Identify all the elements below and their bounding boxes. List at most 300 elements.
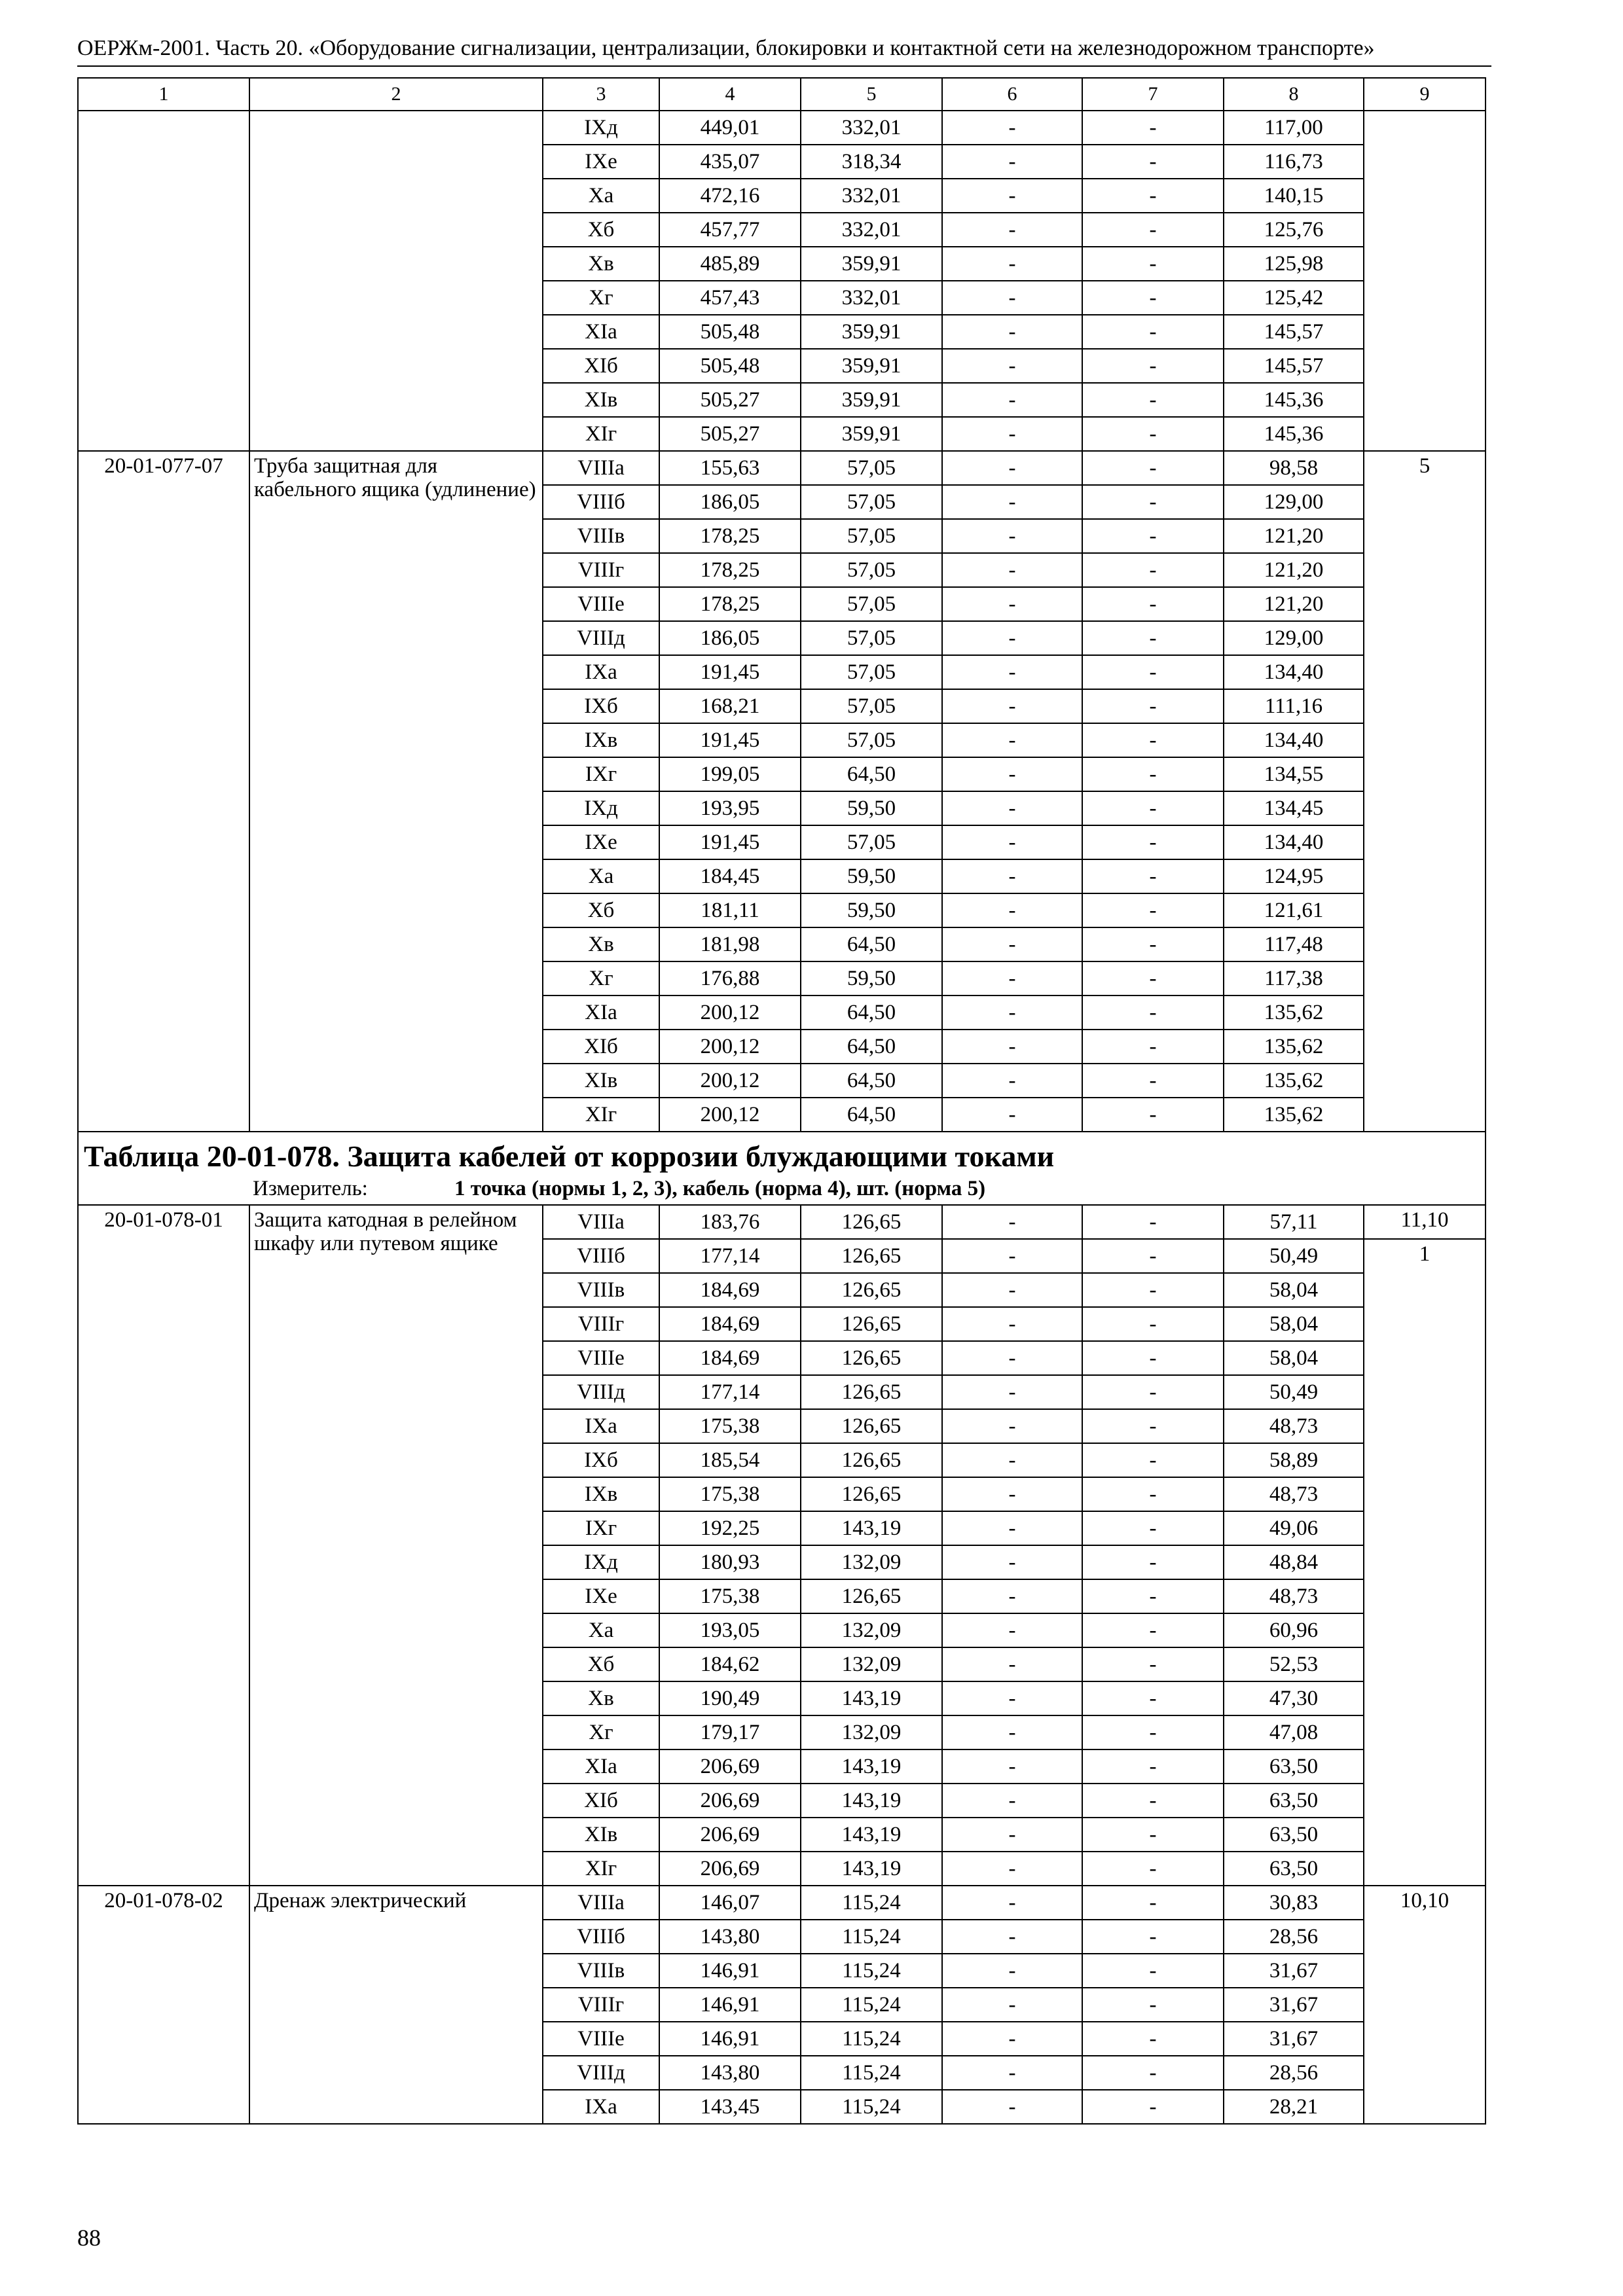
machines-cell: - [942,1886,1082,1920]
zone-cell: IXе [543,825,659,859]
zone-cell: XIа [543,315,659,349]
wages-cell: 57,05 [801,621,942,655]
machines-cell: - [942,1681,1082,1715]
machines-cell: - [942,1205,1082,1239]
norm-cell: 10,10 [1364,1886,1486,2124]
zone-cell: IXе [543,1579,659,1613]
machinist-wages-cell: - [1082,1409,1224,1443]
materials-cell: 121,20 [1224,519,1364,553]
zone-cell: Xб [543,1647,659,1681]
column-number: 7 [1082,78,1224,111]
wages-cell: 57,05 [801,723,942,757]
zone-cell: XIа [543,996,659,1030]
machines-cell: - [942,1409,1082,1443]
wages-cell: 359,91 [801,417,942,451]
wages-cell: 132,09 [801,1545,942,1579]
machinist-wages-cell: - [1082,1749,1224,1784]
machinist-wages-cell: - [1082,893,1224,927]
machines-cell: - [942,1064,1082,1098]
machines-cell: - [942,145,1082,179]
wages-cell: 57,05 [801,825,942,859]
zone-cell: IXа [543,2090,659,2124]
total-cost-cell: 175,38 [659,1409,801,1443]
total-cost-cell: 185,54 [659,1443,801,1477]
wages-cell: 126,65 [801,1341,942,1375]
materials-cell: 145,57 [1224,349,1364,383]
machinist-wages-cell: - [1082,961,1224,996]
materials-cell: 50,49 [1224,1375,1364,1409]
zone-cell: Xв [543,927,659,961]
total-cost-cell: 193,05 [659,1613,801,1647]
table-title: Таблица 20-01-078. Защита кабелей от коррозии блуждающими токами [84,1139,1055,1173]
machinist-wages-cell: - [1082,757,1224,791]
machines-cell: - [942,1477,1082,1511]
wages-cell: 332,01 [801,281,942,315]
total-cost-cell: 190,49 [659,1681,801,1715]
machines-cell: - [942,1579,1082,1613]
rate-name: Защита катодная в релейном шкафу или путевом ящике [249,1205,543,1886]
materials-cell: 47,30 [1224,1681,1364,1715]
column-number: 8 [1224,78,1364,111]
machinist-wages-cell: - [1082,791,1224,825]
column-number: 6 [942,78,1082,111]
machines-cell: - [942,1920,1082,1954]
machinist-wages-cell: - [1082,519,1224,553]
total-cost-cell: 505,48 [659,315,801,349]
total-cost-cell: 206,69 [659,1784,801,1818]
machines-cell: - [942,179,1082,213]
wages-cell: 132,09 [801,1715,942,1749]
meter-value: 1 точка (нормы 1, 2, 3), кабель (норма 4), шт. (норма 5) [454,1177,986,1200]
machines-cell: - [942,1375,1082,1409]
machines-cell: - [942,417,1082,451]
materials-cell: 145,36 [1224,383,1364,417]
norm-cell [1364,111,1486,451]
machines-cell: - [942,1784,1082,1818]
zone-cell: XIг [543,1098,659,1132]
rate-code [78,111,249,451]
machines-cell: - [942,859,1082,893]
machinist-wages-cell: - [1082,825,1224,859]
total-cost-cell: 178,25 [659,587,801,621]
wages-cell: 57,05 [801,485,942,519]
wages-cell: 64,50 [801,1064,942,1098]
wages-cell: 64,50 [801,757,942,791]
machinist-wages-cell: - [1082,1477,1224,1511]
zone-cell: XIб [543,1030,659,1064]
wages-cell: 126,65 [801,1239,942,1273]
zone-cell: IXа [543,1409,659,1443]
machinist-wages-cell: - [1082,1205,1224,1239]
wages-cell: 126,65 [801,1273,942,1307]
machines-cell: - [942,1098,1082,1132]
column-number: 1 [78,78,249,111]
running-header: ОЕРЖм-2001. Часть 20. «Оборудование сигнализации, централизации, блокировки и контактной сети на железнодорожном транспорте» [77,35,1491,67]
machines-cell: - [942,655,1082,689]
rate-name: Дренаж электрический [249,1886,543,2124]
zone-cell: VIIIд [543,1375,659,1409]
rates-table [77,77,1486,2125]
machines-cell: - [942,1030,1082,1064]
materials-cell: 58,89 [1224,1443,1364,1477]
materials-cell: 58,04 [1224,1307,1364,1341]
machines-cell: - [942,961,1082,996]
machines-cell: - [942,893,1082,927]
machines-cell: - [942,519,1082,553]
zone-cell: VIIIе [543,587,659,621]
total-cost-cell: 184,45 [659,859,801,893]
zone-cell: IXг [543,1511,659,1545]
machines-cell: - [942,2022,1082,2056]
machines-cell: - [942,485,1082,519]
wages-cell: 115,24 [801,1988,942,2022]
machines-cell: - [942,451,1082,485]
materials-cell: 48,73 [1224,1409,1364,1443]
column-number: 3 [543,78,659,111]
column-number-row [78,78,1486,111]
machinist-wages-cell: - [1082,1852,1224,1886]
wages-cell: 57,05 [801,553,942,587]
machines-cell: - [942,1239,1082,1273]
machinist-wages-cell: - [1082,1954,1224,1988]
machinist-wages-cell: - [1082,247,1224,281]
zone-cell: XIв [543,383,659,417]
machinist-wages-cell: - [1082,1239,1224,1273]
total-cost-cell: 191,45 [659,723,801,757]
total-cost-cell: 191,45 [659,655,801,689]
materials-cell: 121,20 [1224,587,1364,621]
wages-cell: 115,24 [801,2056,942,2090]
norm-cell: 5 [1364,451,1486,1132]
total-cost-cell: 206,69 [659,1749,801,1784]
materials-cell: 140,15 [1224,179,1364,213]
zone-cell: VIIIе [543,1341,659,1375]
machinist-wages-cell: - [1082,1988,1224,2022]
machinist-wages-cell: - [1082,179,1224,213]
materials-cell: 145,36 [1224,417,1364,451]
wages-cell: 126,65 [801,1375,942,1409]
materials-cell: 48,73 [1224,1579,1364,1613]
machines-cell: - [942,1307,1082,1341]
total-cost-cell: 505,27 [659,383,801,417]
materials-cell: 135,62 [1224,996,1364,1030]
zone-cell: VIIIв [543,1273,659,1307]
materials-cell: 63,50 [1224,1784,1364,1818]
machinist-wages-cell: - [1082,723,1224,757]
table-row [78,1205,1486,1239]
wages-cell: 318,34 [801,145,942,179]
machines-cell: - [942,281,1082,315]
materials-cell: 134,40 [1224,723,1364,757]
machines-cell: - [942,689,1082,723]
machines-cell: - [942,315,1082,349]
machinist-wages-cell: - [1082,1273,1224,1307]
machinist-wages-cell: - [1082,996,1224,1030]
zone-cell: XIб [543,349,659,383]
table-row [78,1886,1486,1920]
materials-cell: 31,67 [1224,1954,1364,1988]
materials-cell: 58,04 [1224,1273,1364,1307]
machines-cell: - [942,213,1082,247]
wages-cell: 115,24 [801,2022,942,2056]
materials-cell: 48,84 [1224,1545,1364,1579]
zone-cell: VIIIа [543,1205,659,1239]
total-cost-cell: 176,88 [659,961,801,996]
machines-cell: - [942,1545,1082,1579]
materials-cell: 134,40 [1224,655,1364,689]
materials-cell: 31,67 [1224,1988,1364,2022]
wages-cell: 143,19 [801,1818,942,1852]
machinist-wages-cell: - [1082,145,1224,179]
zone-cell: VIIIд [543,621,659,655]
materials-cell: 135,62 [1224,1064,1364,1098]
total-cost-cell: 186,05 [659,485,801,519]
materials-cell: 145,57 [1224,315,1364,349]
wages-cell: 59,50 [801,961,942,996]
wages-cell: 126,65 [801,1205,942,1239]
rate-code: 20-01-078-02 [78,1886,249,2124]
wages-cell: 359,91 [801,315,942,349]
machines-cell: - [942,1341,1082,1375]
zone-cell: VIIIе [543,2022,659,2056]
wages-cell: 126,65 [801,1579,942,1613]
total-cost-cell: 177,14 [659,1375,801,1409]
materials-cell: 134,45 [1224,791,1364,825]
zone-cell: XIб [543,1784,659,1818]
materials-cell: 30,83 [1224,1886,1364,1920]
total-cost-cell: 183,76 [659,1205,801,1239]
rate-name: Труба защитная для кабельного ящика (удлинение) [249,451,543,1132]
wages-cell: 126,65 [801,1409,942,1443]
materials-cell: 124,95 [1224,859,1364,893]
zone-cell: IXв [543,723,659,757]
machinist-wages-cell: - [1082,1545,1224,1579]
machinist-wages-cell: - [1082,315,1224,349]
materials-cell: 116,73 [1224,145,1364,179]
machinist-wages-cell: - [1082,1443,1224,1477]
total-cost-cell: 200,12 [659,1064,801,1098]
machines-cell: - [942,996,1082,1030]
wages-cell: 143,19 [801,1852,942,1886]
zone-cell: VIIIб [543,1239,659,1273]
machines-cell: - [942,1613,1082,1647]
norm-cell: 11,10 [1364,1205,1486,1239]
total-cost-cell: 457,77 [659,213,801,247]
zone-cell: VIIIа [543,1886,659,1920]
total-cost-cell: 200,12 [659,996,801,1030]
machinist-wages-cell: - [1082,1681,1224,1715]
zone-cell: IXд [543,791,659,825]
zone-cell: VIIIб [543,1920,659,1954]
machinist-wages-cell: - [1082,349,1224,383]
materials-cell: 50,49 [1224,1239,1364,1273]
wages-cell: 64,50 [801,996,942,1030]
machinist-wages-cell: - [1082,1647,1224,1681]
machinist-wages-cell: - [1082,213,1224,247]
materials-cell: 63,50 [1224,1852,1364,1886]
materials-cell: 49,06 [1224,1511,1364,1545]
machines-cell: - [942,1511,1082,1545]
materials-cell: 28,56 [1224,2056,1364,2090]
materials-cell: 31,67 [1224,2022,1364,2056]
zone-cell: Xа [543,179,659,213]
machinist-wages-cell: - [1082,927,1224,961]
materials-cell: 117,38 [1224,961,1364,996]
materials-cell: 58,04 [1224,1341,1364,1375]
machinist-wages-cell: - [1082,1715,1224,1749]
wages-cell: 57,05 [801,655,942,689]
zone-cell: IXд [543,1545,659,1579]
zone-cell: VIIIг [543,1988,659,2022]
machinist-wages-cell: - [1082,1920,1224,1954]
materials-cell: 28,21 [1224,2090,1364,2124]
materials-cell: 47,08 [1224,1715,1364,1749]
zone-cell: VIIIг [543,553,659,587]
total-cost-cell: 175,38 [659,1477,801,1511]
zone-cell: XIг [543,417,659,451]
zone-cell: Xб [543,893,659,927]
table-section [78,1132,1486,1205]
machines-cell: - [942,825,1082,859]
machinist-wages-cell: - [1082,485,1224,519]
materials-cell: 125,42 [1224,281,1364,315]
column-number: 9 [1364,78,1486,111]
zone-cell: VIIIг [543,1307,659,1341]
total-cost-cell: 146,91 [659,1954,801,1988]
wages-cell: 359,91 [801,247,942,281]
machinist-wages-cell: - [1082,2090,1224,2124]
total-cost-cell: 435,07 [659,145,801,179]
wages-cell: 64,50 [801,927,942,961]
wages-cell: 64,50 [801,1030,942,1064]
total-cost-cell: 206,69 [659,1818,801,1852]
wages-cell: 332,01 [801,179,942,213]
total-cost-cell: 168,21 [659,689,801,723]
wages-cell: 126,65 [801,1477,942,1511]
machines-cell: - [942,1443,1082,1477]
machinist-wages-cell: - [1082,1341,1224,1375]
zone-cell: VIIIа [543,451,659,485]
zone-cell: IXе [543,145,659,179]
machines-cell: - [942,383,1082,417]
wages-cell: 64,50 [801,1098,942,1132]
machines-cell: - [942,247,1082,281]
zone-cell: XIа [543,1749,659,1784]
total-cost-cell: 143,80 [659,2056,801,2090]
materials-cell: 125,98 [1224,247,1364,281]
zone-cell: Xг [543,281,659,315]
materials-cell: 129,00 [1224,621,1364,655]
total-cost-cell: 193,95 [659,791,801,825]
wages-cell: 57,05 [801,519,942,553]
machines-cell: - [942,1273,1082,1307]
total-cost-cell: 199,05 [659,757,801,791]
machines-cell: - [942,723,1082,757]
zone-cell: IXд [543,111,659,145]
total-cost-cell: 206,69 [659,1852,801,1886]
total-cost-cell: 472,16 [659,179,801,213]
materials-cell: 125,76 [1224,213,1364,247]
total-cost-cell: 184,69 [659,1307,801,1341]
materials-cell: 121,20 [1224,553,1364,587]
rate-code: 20-01-077-07 [78,451,249,1132]
wages-cell: 57,05 [801,689,942,723]
machinist-wages-cell: - [1082,417,1224,451]
materials-cell: 121,61 [1224,893,1364,927]
materials-cell: 117,48 [1224,927,1364,961]
total-cost-cell: 457,43 [659,281,801,315]
total-cost-cell: 200,12 [659,1098,801,1132]
total-cost-cell: 179,17 [659,1715,801,1749]
zone-cell: IXб [543,689,659,723]
zone-cell: Xб [543,213,659,247]
materials-cell: 63,50 [1224,1818,1364,1852]
wages-cell: 126,65 [801,1443,942,1477]
machines-cell: - [942,587,1082,621]
machines-cell: - [942,2090,1082,2124]
meter-label: Измеритель: [253,1177,368,1200]
total-cost-cell: 178,25 [659,519,801,553]
total-cost-cell: 177,14 [659,1239,801,1273]
zone-cell: IXв [543,1477,659,1511]
wages-cell: 332,01 [801,111,942,145]
machines-cell: - [942,757,1082,791]
machines-cell: - [942,2056,1082,2090]
materials-cell: 52,53 [1224,1647,1364,1681]
total-cost-cell: 181,98 [659,927,801,961]
total-cost-cell: 505,27 [659,417,801,451]
machinist-wages-cell: - [1082,1030,1224,1064]
wages-cell: 57,05 [801,451,942,485]
machinist-wages-cell: - [1082,1064,1224,1098]
total-cost-cell: 180,93 [659,1545,801,1579]
machines-cell: - [942,349,1082,383]
wages-cell: 143,19 [801,1784,942,1818]
wages-cell: 359,91 [801,349,942,383]
zone-cell: Xа [543,1613,659,1647]
zone-cell: Xа [543,859,659,893]
machines-cell: - [942,1749,1082,1784]
total-cost-cell: 505,48 [659,349,801,383]
machinist-wages-cell: - [1082,1579,1224,1613]
materials-cell: 134,55 [1224,757,1364,791]
zone-cell: VIIIд [543,2056,659,2090]
wages-cell: 126,65 [801,1307,942,1341]
wages-cell: 59,50 [801,791,942,825]
materials-cell: 98,58 [1224,451,1364,485]
wages-cell: 132,09 [801,1613,942,1647]
column-number: 2 [249,78,543,111]
total-cost-cell: 155,63 [659,451,801,485]
machinist-wages-cell: - [1082,553,1224,587]
machinist-wages-cell: - [1082,1784,1224,1818]
total-cost-cell: 485,89 [659,247,801,281]
total-cost-cell: 192,25 [659,1511,801,1545]
total-cost-cell: 146,91 [659,1988,801,2022]
machinist-wages-cell: - [1082,111,1224,145]
zone-cell: XIв [543,1064,659,1098]
machines-cell: - [942,1852,1082,1886]
zone-cell: XIг [543,1852,659,1886]
materials-cell: 135,62 [1224,1098,1364,1132]
page-number: 88 [77,2225,101,2251]
wages-cell: 115,24 [801,1920,942,1954]
machinist-wages-cell: - [1082,1098,1224,1132]
wages-cell: 143,19 [801,1749,942,1784]
wages-cell: 115,24 [801,2090,942,2124]
wages-cell: 332,01 [801,213,942,247]
wages-cell: 115,24 [801,1886,942,1920]
